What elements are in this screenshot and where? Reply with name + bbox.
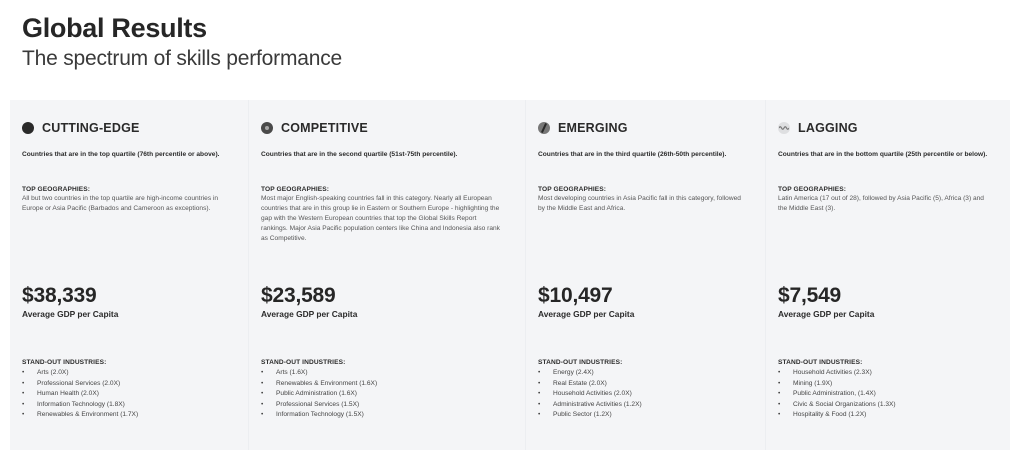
gdp-label: Average GDP per Capita: [778, 309, 875, 319]
bullet-icon: •: [22, 390, 25, 398]
standout-industries: [22, 358, 138, 421]
gdp-stat: [22, 284, 118, 319]
wave-circle-icon: [778, 122, 790, 134]
industries-list: [261, 368, 377, 421]
gdp-value: $10,497: [538, 284, 613, 307]
solid-circle-icon: [22, 122, 34, 134]
geographies-label: TOP GEOGRAPHIES:: [22, 186, 91, 193]
industries-label: STAND-OUT INDUSTRIES:: [778, 359, 863, 366]
industry-text: Human Health (2.0X): [37, 390, 99, 398]
page-header: [22, 12, 342, 73]
geographies-label: TOP GEOGRAPHIES:: [778, 186, 847, 193]
industry-item: [261, 368, 377, 379]
category-description: Countries that are in the second quartile (51st-75th percentile).: [261, 151, 458, 158]
gdp-label: Average GDP per Capita: [261, 309, 358, 319]
bullet-icon: •: [22, 400, 25, 408]
industry-text: Public Administration, (1.4X): [793, 390, 876, 398]
industry-text: Civic & Social Organizations (1.3X): [793, 400, 896, 408]
gdp-value: $7,549: [778, 284, 842, 307]
industry-item: [778, 389, 896, 400]
industry-text: Hospitality & Food (1.2X): [793, 411, 867, 419]
geographies-text: Most major English-speaking countries fall in this category. Nearly all European countries that are in this group lie in Eastern or Southern Europe - highlighting the gap with the Western European countries that top the Global Skills Report rankings. Major Asia Pacific population centers like China and Indonesia also rank as Competitive.: [261, 195, 500, 242]
industry-item: [22, 379, 138, 390]
industry-text: Professional Services (1.5X): [276, 400, 360, 408]
industries-list: [22, 368, 138, 421]
bullet-icon: •: [778, 411, 781, 419]
bullet-icon: •: [261, 400, 264, 408]
bullet-icon: •: [778, 390, 781, 398]
gdp-label: Average GDP per Capita: [22, 309, 119, 319]
industry-text: Household Activities (2.3X): [793, 369, 872, 376]
industry-item: [261, 389, 377, 400]
industry-item: [778, 400, 896, 411]
gdp-stat: [261, 284, 357, 319]
category-header: [22, 120, 248, 136]
category-name: LAGGING: [798, 121, 858, 135]
industry-text: Arts (2.0X): [37, 369, 69, 376]
industry-item: [261, 400, 377, 411]
page-title: Global Results: [22, 13, 207, 43]
industry-item: [22, 368, 138, 379]
industries-label: STAND-OUT INDUSTRIES:: [538, 359, 623, 366]
bullet-icon: •: [538, 400, 541, 408]
industry-item: [22, 410, 138, 421]
top-geographies: [778, 185, 1000, 214]
bullet-icon: •: [261, 411, 264, 419]
bullet-icon: •: [778, 379, 781, 387]
industry-item: [261, 379, 377, 390]
industry-item: [538, 368, 642, 379]
gdp-label: Average GDP per Capita: [538, 309, 635, 319]
industries-label: STAND-OUT INDUSTRIES:: [22, 359, 107, 366]
bullet-icon: •: [778, 400, 781, 408]
geographies-text: Most developing countries in Asia Pacific fall in this category, followed by the Middle East and Africa.: [538, 195, 741, 212]
industry-text: Household Activities (2.0X): [553, 390, 632, 398]
geographies-text: Latin America (17 out of 28), followed by Asia Pacific (5), Africa (3) and the Middle East (3).: [778, 195, 984, 212]
category-header: [261, 120, 525, 136]
industry-text: Information Technology (1.8X): [37, 400, 125, 408]
category-column-emerging: [525, 100, 765, 450]
bullet-icon: •: [22, 411, 25, 419]
industry-item: [538, 389, 642, 400]
gdp-value: $38,339: [22, 284, 97, 307]
gdp-stat: [778, 284, 874, 319]
top-geographies: [261, 185, 515, 244]
results-panel: [10, 100, 1010, 450]
industry-item: [538, 400, 642, 411]
page-subtitle: The spectrum of skills performance: [22, 47, 342, 70]
category-description: Countries that are in the third quartile (26th-50th percentile).: [538, 151, 727, 158]
standout-industries: [261, 358, 377, 421]
bullet-icon: •: [538, 369, 541, 376]
ring-circle-icon: [261, 122, 273, 134]
category-column-competitive: [248, 100, 525, 450]
industry-text: Information Technology (1.5X): [276, 411, 364, 419]
industry-text: Renewables & Environment (1.7X): [37, 411, 139, 419]
industry-item: [778, 379, 896, 390]
bullet-icon: •: [778, 369, 781, 376]
industry-text: Public Sector (1.2X): [553, 411, 612, 419]
industry-text: Renewables & Environment (1.6X): [276, 379, 378, 387]
top-geographies: [22, 185, 238, 214]
standout-industries: [778, 358, 896, 421]
bullet-icon: •: [22, 369, 25, 376]
bullet-icon: •: [22, 379, 25, 387]
industry-text: Professional Services (2.0X): [37, 379, 121, 387]
geographies-text: All but two countries in the top quartile are high-income countries in Europe or Asia Pacific (Barbados and Cameroon as exceptions).: [22, 195, 219, 212]
industry-text: Public Administration (1.6X): [276, 390, 357, 398]
industries-list: [538, 368, 642, 421]
bullet-icon: •: [538, 411, 541, 419]
industry-item: [538, 410, 642, 421]
bullet-icon: •: [261, 390, 264, 398]
bullet-icon: •: [538, 379, 541, 387]
gdp-stat: [538, 284, 634, 319]
bullet-icon: •: [261, 369, 264, 376]
category-name: CUTTING-EDGE: [42, 121, 140, 135]
standout-industries: [538, 358, 642, 421]
industry-text: Administrative Activities (1.2X): [553, 400, 642, 408]
category-name: COMPETITIVE: [281, 121, 368, 135]
top-geographies: [538, 185, 755, 214]
industry-text: Real Estate (2.0X): [553, 379, 607, 387]
industry-item: [538, 379, 642, 390]
bullet-icon: •: [261, 379, 264, 387]
category-header: [778, 120, 1010, 136]
category-column-cutting-edge: [10, 100, 248, 450]
industry-text: Arts (1.6X): [276, 369, 308, 376]
industry-item: [22, 389, 138, 400]
category-header: [538, 120, 765, 136]
category-description: Countries that are in the bottom quartile (25th percentile or below).: [778, 151, 988, 158]
industry-item: [778, 368, 896, 379]
category-column-lagging: [765, 100, 1010, 450]
geographies-label: TOP GEOGRAPHIES:: [261, 186, 330, 193]
geographies-label: TOP GEOGRAPHIES:: [538, 186, 607, 193]
category-description: Countries that are in the top quartile (76th percentile or above).: [22, 151, 220, 158]
industry-text: Mining (1.9X): [793, 379, 833, 387]
gdp-value: $23,589: [261, 284, 336, 307]
slashed-circle-icon: [538, 122, 550, 134]
industries-label: STAND-OUT INDUSTRIES:: [261, 359, 346, 366]
industry-text: Energy (2.4X): [553, 369, 594, 376]
bullet-icon: •: [538, 390, 541, 398]
category-name: EMERGING: [558, 121, 628, 135]
industry-item: [22, 400, 138, 411]
industries-list: [778, 368, 896, 421]
industry-item: [778, 410, 896, 421]
industry-item: [261, 410, 377, 421]
